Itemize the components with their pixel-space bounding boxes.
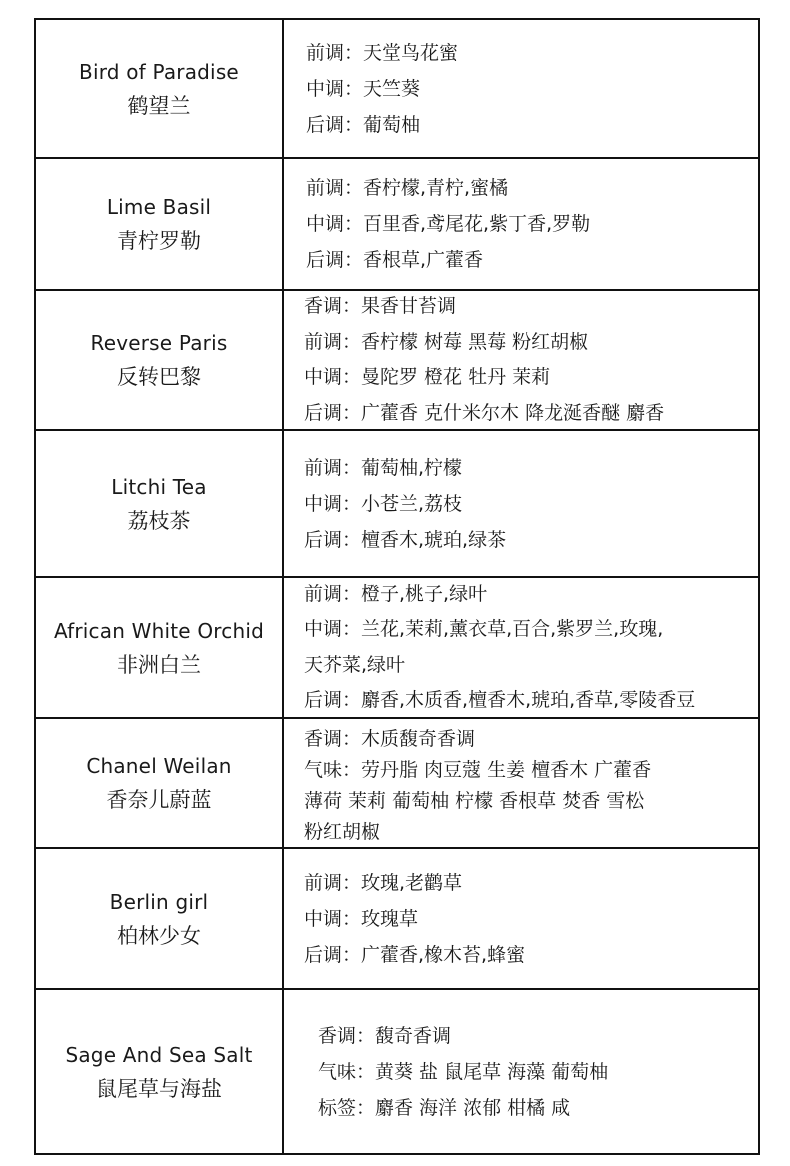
fragrance-name-cell — [36, 20, 284, 157]
table-row — [36, 576, 758, 717]
fragrance-name-en: Lime Basil — [106, 195, 212, 219]
fragrance-name-zh: 鼠尾草与海盐 — [96, 1076, 222, 1101]
fragrance-name-en: Berlin girl — [109, 889, 209, 914]
note-line: 气味：劳丹脂 肉豆蔻 生姜 檀香木 广藿香 — [304, 759, 652, 781]
fragrance-name-zh: 青柠罗勒 — [117, 229, 201, 253]
note-line: 薄荷 茉莉 葡萄柚 柠檬 香根草 焚香 雪松 — [304, 790, 645, 812]
note-line: 中调：百里香,鸢尾花,紫丁香,罗勒 — [306, 213, 591, 235]
fragrance-name-en: Sage And Sea Salt — [65, 1042, 253, 1067]
fragrance-notes-cell — [284, 291, 758, 429]
note-line: 中调：玫瑰草 — [304, 907, 419, 930]
fragrance-name-zh: 柏林少女 — [117, 923, 201, 948]
fragrance-notes-cell — [284, 719, 758, 847]
note-line: 标签：麝香 海洋 浓郁 柑橘 咸 — [318, 1096, 571, 1119]
fragrance-notes-table — [34, 18, 760, 1155]
fragrance-name-cell — [36, 431, 284, 576]
fragrance-name-cell — [36, 849, 284, 988]
fragrance-notes-cell — [284, 159, 758, 289]
fragrance-name-zh: 鹤望兰 — [127, 93, 191, 118]
fragrance-name-cell — [36, 291, 284, 429]
fragrance-name-cell — [36, 990, 284, 1153]
fragrance-notes-cell — [284, 849, 758, 988]
note-line: 前调：香柠檬 树莓 黑莓 粉红胡椒 — [304, 330, 589, 353]
fragrance-name-cell — [36, 578, 284, 717]
note-line: 后调：葡萄柚 — [306, 113, 421, 136]
fragrance-name-zh: 反转巴黎 — [117, 365, 201, 389]
fragrance-name-zh: 非洲白兰 — [117, 652, 201, 677]
fragrance-name-cell — [36, 159, 284, 289]
note-line: 后调：香根草,广藿香 — [306, 249, 484, 271]
fragrance-notes-cell — [284, 990, 758, 1153]
note-line: 中调：兰花,茉莉,薰衣草,百合,紫罗兰,玫瑰, — [304, 618, 664, 640]
note-line: 后调：檀香木,琥珀,绿茶 — [304, 528, 507, 551]
fragrance-notes-cell — [284, 20, 758, 157]
fragrance-name-en: Reverse Paris — [90, 331, 228, 355]
note-line: 后调：广藿香,橡木苔,蜂蜜 — [304, 943, 526, 966]
fragrance-notes-cell — [284, 431, 758, 576]
note-line: 前调：葡萄柚,柠檬 — [304, 456, 463, 479]
note-line: 中调：曼陀罗 橙花 牡丹 茉莉 — [304, 366, 551, 388]
fragrance-name-en: Chanel Weilan — [86, 754, 232, 778]
note-line: 香调：馥奇香调 — [318, 1024, 452, 1047]
table-row — [36, 717, 758, 847]
fragrance-name-zh: 荔枝茶 — [127, 508, 191, 533]
note-line: 香调：木质馥奇香调 — [304, 728, 476, 750]
fragrance-name-en: African White Orchid — [53, 618, 265, 643]
table-row — [36, 157, 758, 289]
fragrance-name-cell — [36, 719, 284, 847]
fragrance-name-en: Bird of Paradise — [79, 59, 239, 84]
fragrance-name-zh: 香奈儿蔚蓝 — [106, 788, 212, 812]
table-row — [36, 20, 758, 157]
note-line: 后调：麝香,木质香,檀香木,琥珀,香草,零陵香豆 — [304, 689, 696, 711]
note-line: 中调：小苍兰,荔枝 — [304, 492, 463, 515]
note-line: 香调：果香甘苔调 — [304, 295, 457, 317]
note-line: 前调：橙子,桃子,绿叶 — [304, 582, 488, 605]
note-line: 中调：天竺葵 — [306, 77, 421, 100]
fragrance-name-en: Litchi Tea — [111, 474, 207, 499]
note-line: 粉红胡椒 — [304, 821, 381, 843]
note-line: 前调：香柠檬,青柠,蜜橘 — [306, 177, 509, 199]
note-line: 后调：广藿香 克什米尔木 降龙涎香醚 麝香 — [304, 401, 665, 424]
table-row — [36, 847, 758, 988]
table-row — [36, 988, 758, 1153]
table-row — [36, 289, 758, 429]
note-line: 天芥菜,绿叶 — [304, 653, 406, 676]
note-line: 前调：玫瑰,老鹳草 — [304, 871, 463, 894]
fragrance-notes-cell — [284, 578, 758, 717]
note-line: 气味：黄葵 盐 鼠尾草 海藻 葡萄柚 — [318, 1060, 609, 1083]
table-row — [36, 429, 758, 576]
note-line: 前调：天堂鸟花蜜 — [306, 41, 459, 64]
